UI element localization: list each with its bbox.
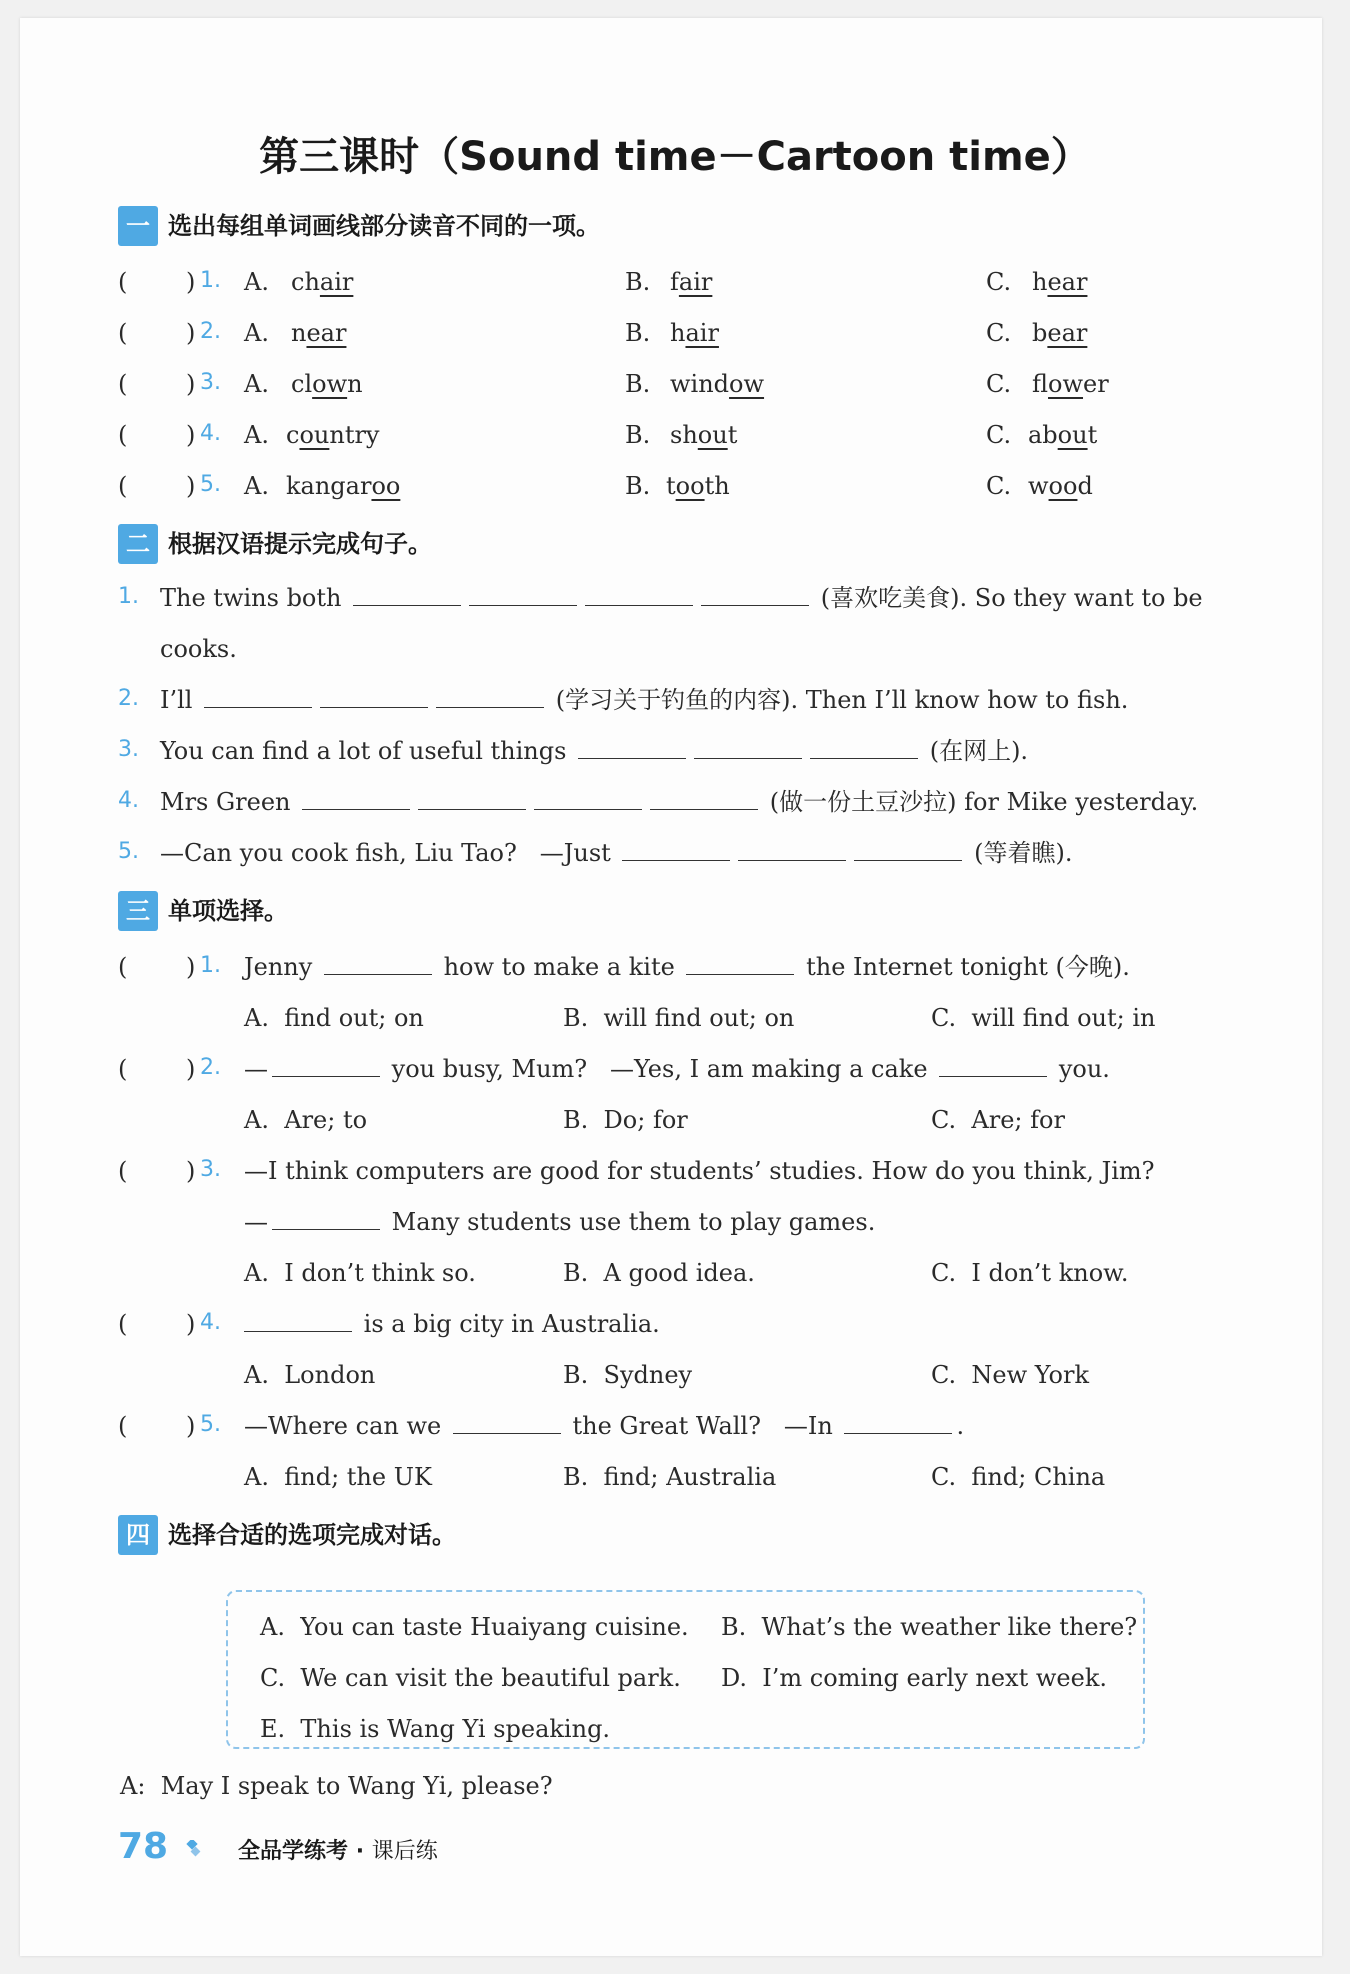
option-text: Are; for [971,1106,1065,1134]
option-letter: D. [721,1664,748,1692]
s2-q5-line [160,837,1072,869]
option-b-word: hair [670,319,719,347]
s3-q3-stem: —I think computers are good for students’ studies. How do you think, Jim? [244,1157,1155,1185]
option-a[interactable] [244,1257,476,1289]
answer-blank[interactable] [939,1054,1047,1077]
option-text: What’s the weather like there? [761,1613,1138,1641]
answer-paren-close[interactable]: ) [186,1055,196,1083]
option-a[interactable] [244,1002,424,1034]
option-letter: B. [563,1463,589,1491]
chinese-hint: (喜欢吃美食). So they want to be [820,584,1203,612]
brand-name: 全品学练考 [238,1839,349,1864]
option-letter: E. [260,1715,286,1743]
option-c[interactable] [931,1104,1065,1136]
s3-q1-stem [244,951,1130,983]
question-number: 3. [118,737,139,762]
s3-q3-stem-2 [244,1206,875,1238]
stem-text: —Yes, I am making a cake [610,1055,928,1083]
question-number: 4. [200,421,221,446]
option-letter: C. [931,1259,957,1287]
option-text: Sydney [603,1361,693,1389]
answer-paren-close[interactable]: ) [186,472,196,500]
chinese-hint: (在网上). [929,737,1029,765]
answer-paren-open[interactable]: ( [118,421,128,449]
option-letter: B. [563,1259,589,1287]
stem-text: — [244,1208,268,1236]
question-number: 5. [118,839,139,864]
s2-q4-line [160,786,1198,818]
stem-text: the Internet tonight (今晚). [806,953,1130,981]
answer-paren-close[interactable]: ) [186,1310,196,1338]
answer-blank[interactable] [436,685,544,708]
option-b[interactable] [563,1257,755,1289]
box-option-e[interactable] [260,1713,610,1745]
option-c-letter: C. [986,370,1012,398]
option-letter: B. [563,1106,589,1134]
answer-blank[interactable] [272,1207,380,1230]
section-badge-1: 一 [118,206,158,246]
box-option-a[interactable] [260,1611,689,1643]
answer-blank[interactable] [622,838,730,861]
stem-text: you busy, Mum? [391,1055,588,1083]
answer-blank[interactable] [534,787,642,810]
question-number: 2. [200,319,221,344]
option-a[interactable] [244,1359,375,1391]
section-title-1: 选出每组单词画线部分读音不同的一项。 [168,212,600,240]
answer-blank[interactable] [418,787,526,810]
option-letter: A. [260,1613,285,1641]
option-letter: B. [563,1361,589,1389]
answer-blank[interactable] [738,838,846,861]
option-c-letter: C. [986,421,1012,449]
option-b-word: shout [670,421,738,449]
answer-paren-close[interactable]: ) [186,421,196,449]
option-text: will find out; in [971,1004,1156,1032]
option-a-word: clown [291,370,363,398]
option-b[interactable] [563,1461,776,1493]
answer-paren-open[interactable]: ( [118,1412,128,1440]
chinese-hint: (做一份土豆沙拉) for Mike yesterday. [769,788,1199,816]
stem-text: —Where can we [244,1412,442,1440]
stem-text: Many students use them to play games. [391,1208,876,1236]
answer-blank[interactable] [686,952,794,975]
answer-blank[interactable] [272,1054,380,1077]
option-text: I’m coming early next week. [762,1664,1107,1692]
answer-paren-open[interactable]: ( [118,953,128,981]
answer-paren-open[interactable]: ( [118,1157,128,1185]
sentence-continuation: cooks. [160,635,237,663]
option-letter: A. [244,1361,269,1389]
answer-blank[interactable] [244,1309,352,1332]
option-c-word: hear [1032,268,1088,296]
option-text: find; the UK [284,1463,432,1491]
option-letter: C. [260,1664,286,1692]
option-a-letter: A. [244,472,269,500]
box-option-b[interactable] [721,1611,1137,1643]
option-letter: C. [931,1106,957,1134]
option-b-letter: B. [625,472,651,500]
answer-blank[interactable] [854,838,962,861]
footer-brand [238,1834,438,1865]
s3-q4-stem [240,1308,660,1340]
brand-sub: 课后练 [371,1839,438,1864]
answer-paren-open[interactable]: ( [118,370,128,398]
chinese-hint: (学习关于钓鱼的内容). Then I’ll know how to fish. [555,686,1129,714]
option-a-word: kangaroo [286,472,401,500]
dialog-text: May I speak to Wang Yi, please? [160,1772,553,1800]
diamond-icon [184,1840,202,1858]
option-text: We can visit the beautiful park. [300,1664,681,1692]
sentence-text: —Just [539,839,611,867]
answer-blank[interactable] [302,787,410,810]
option-text: London [284,1361,376,1389]
question-number: 5. [200,472,221,497]
question-number: 1. [200,268,221,293]
answer-paren-open[interactable]: ( [118,1055,128,1083]
s3-q5-stem [244,1410,964,1442]
option-b-letter: B. [625,421,651,449]
question-number: 2. [118,686,139,711]
option-letter: B. [563,1004,589,1032]
answer-paren-open[interactable]: ( [118,1310,128,1338]
option-a[interactable] [244,1461,432,1493]
option-text: Are; to [284,1106,368,1134]
option-letter: C. [931,1361,957,1389]
page-title: 第三课时（Sound time－Cartoon time） [259,134,1091,180]
option-c-word: wood [1028,472,1093,500]
option-letter: C. [931,1004,957,1032]
answer-blank[interactable] [585,583,693,606]
answer-blank[interactable] [320,685,428,708]
stem-text: the Great Wall? [572,1412,761,1440]
answer-blank[interactable] [694,736,802,759]
option-text: New York [971,1361,1090,1389]
dialog-speaker: A: [120,1772,146,1800]
answer-blank[interactable] [810,736,918,759]
section-title-3: 单项选择。 [168,897,288,925]
option-b-word: fair [670,268,713,296]
answer-paren-close[interactable]: ) [186,1157,196,1185]
answer-blank[interactable] [701,583,809,606]
section-title-2: 根据汉语提示完成句子。 [168,530,432,558]
option-a-letter: A. [244,370,269,398]
option-letter: B. [721,1613,747,1641]
option-b[interactable] [563,1104,688,1136]
box-option-c[interactable] [260,1662,681,1694]
answer-paren-open[interactable]: ( [118,319,128,347]
sentence-text: —Can you cook fish, Liu Tao? [160,839,517,867]
stem-text: is a big city in Australia. [363,1310,660,1338]
answer-paren-close[interactable]: ) [186,370,196,398]
option-b[interactable] [563,1002,794,1034]
option-text: find; China [971,1463,1106,1491]
section-badge-4: 四 [118,1515,158,1555]
answer-paren-close[interactable]: ) [186,268,196,296]
option-c-letter: C. [986,268,1012,296]
dialog-line [120,1770,553,1802]
chinese-hint: (等着瞧). [974,839,1073,867]
option-a-letter: A. [244,268,269,296]
option-b-letter: B. [625,268,651,296]
option-text: This is Wang Yi speaking. [300,1715,611,1743]
answer-blank[interactable] [324,952,432,975]
question-number: 4. [118,788,139,813]
option-b-letter: B. [625,319,651,347]
option-text: You can taste Huaiyang cuisine. [300,1613,689,1641]
answer-paren-close[interactable]: ) [186,1412,196,1440]
answer-blank[interactable] [353,583,461,606]
option-a-word: chair [291,268,354,296]
option-a[interactable] [244,1104,367,1136]
option-letter: A. [244,1004,269,1032]
option-a-word: near [291,319,347,347]
s2-q3-line [160,735,1028,767]
answer-paren-open[interactable]: ( [118,472,128,500]
option-letter: C. [931,1463,957,1491]
option-c-word: flower [1032,370,1109,398]
answer-paren-close[interactable]: ) [186,953,196,981]
answer-blank[interactable] [204,685,312,708]
option-text: A good idea. [603,1259,755,1287]
option-text: find; Australia [603,1463,777,1491]
answer-blank[interactable] [844,1411,952,1434]
s2-q1-line [160,582,1203,614]
s3-q2-stem [244,1053,1110,1085]
answer-paren-close[interactable]: ) [186,319,196,347]
answer-blank[interactable] [650,787,758,810]
stem-text: how to make a kite [443,953,675,981]
box-option-d[interactable] [721,1662,1107,1694]
option-b[interactable] [563,1359,692,1391]
question-number: 3. [200,1157,221,1182]
question-number: 4. [200,1310,221,1335]
option-text: I don’t know. [971,1259,1129,1287]
option-text: will find out; on [603,1004,795,1032]
sentence-text: Mrs Green [160,788,291,816]
page-number: 78 [118,1826,169,1867]
option-letter: A. [244,1463,269,1491]
option-c-word: bear [1032,319,1088,347]
option-text: Do; for [603,1106,688,1134]
answer-blank[interactable] [578,736,686,759]
stem-text: . [956,1412,965,1440]
answer-paren-open[interactable]: ( [118,268,128,296]
brand-separator: · [355,1839,365,1864]
option-c[interactable] [931,1002,1155,1034]
option-text: find out; on [284,1004,424,1032]
question-number: 1. [200,953,221,978]
answer-blank[interactable] [453,1411,561,1434]
stem-text: you. [1058,1055,1110,1083]
section-badge-3: 三 [118,891,158,931]
option-c[interactable] [931,1257,1128,1289]
s2-q2-line [160,684,1128,716]
option-c-letter: C. [986,472,1012,500]
question-number: 5. [200,1412,221,1437]
option-b-word: window [670,370,765,398]
sentence-text: You can find a lot of useful things [160,737,567,765]
question-number: 3. [200,370,221,395]
option-c[interactable] [931,1461,1105,1493]
question-number: 1. [118,584,139,609]
stem-text: — [244,1055,268,1083]
option-letter: A. [244,1106,269,1134]
sentence-text: The twins both [160,584,342,612]
option-a-letter: A. [244,421,269,449]
option-a-word: country [286,421,380,449]
section-badge-2: 二 [118,524,158,564]
option-text: I don’t think so. [284,1259,476,1287]
answer-blank[interactable] [469,583,577,606]
option-b-word: tooth [666,472,730,500]
option-b-letter: B. [625,370,651,398]
stem-text: Jenny [244,953,313,981]
option-c-word: about [1028,421,1098,449]
option-a-letter: A. [244,319,269,347]
option-letter: A. [244,1259,269,1287]
question-number: 2. [200,1055,221,1080]
section-title-4: 选择合适的选项完成对话。 [168,1521,456,1549]
sentence-text: I’ll [160,686,193,714]
option-c[interactable] [931,1359,1089,1391]
stem-text: —In [783,1412,833,1440]
option-c-letter: C. [986,319,1012,347]
